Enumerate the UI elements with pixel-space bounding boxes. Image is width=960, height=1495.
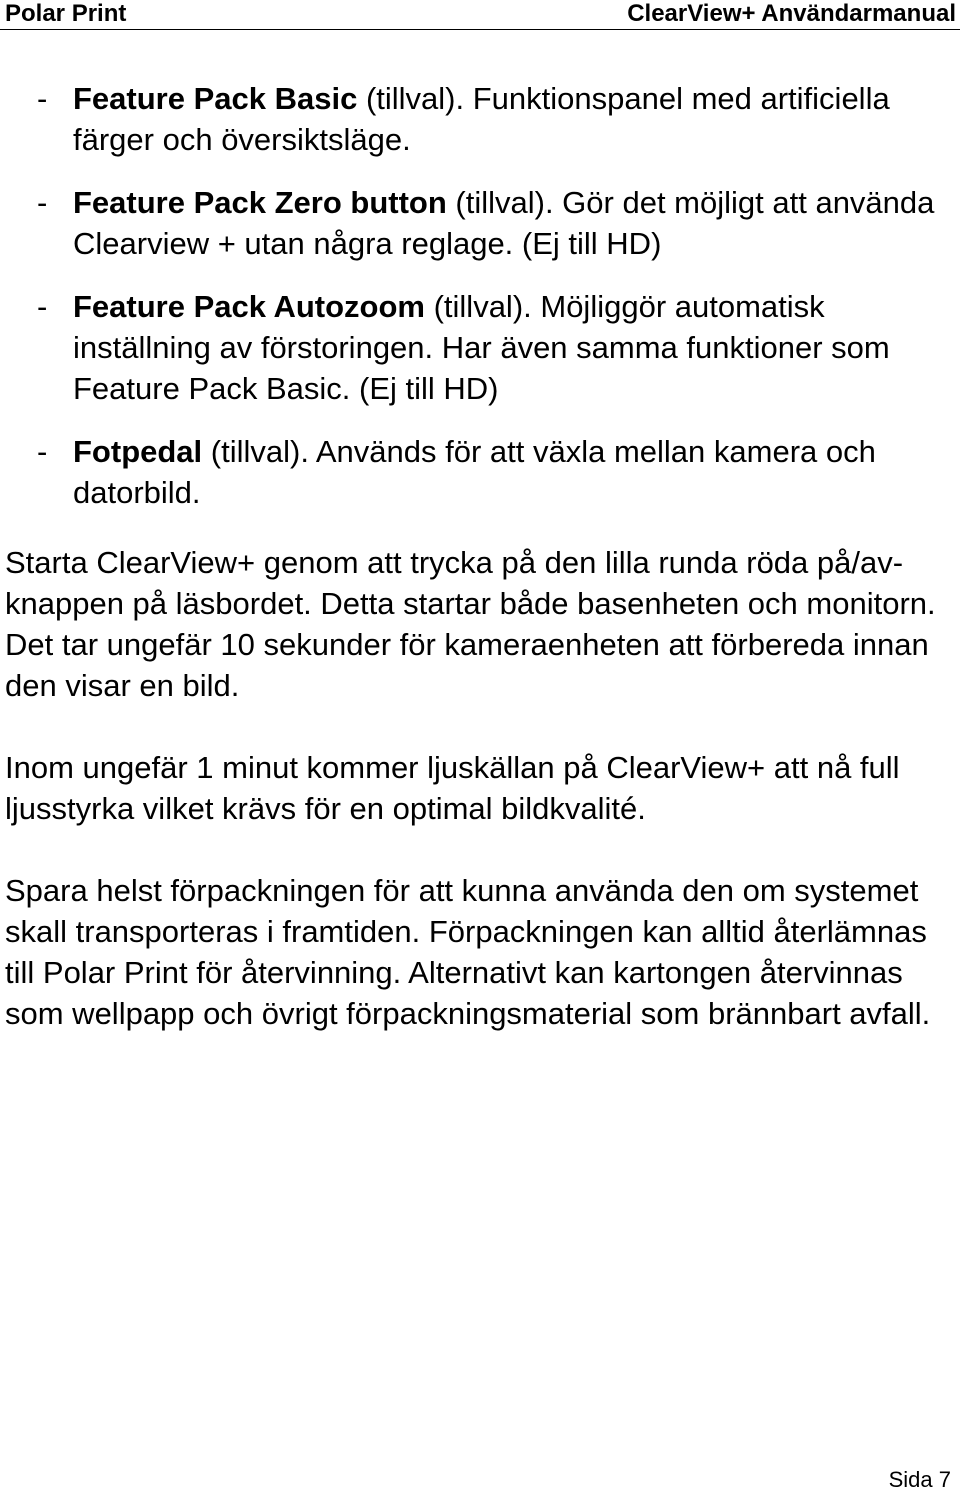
page-header	[0, 0, 960, 30]
feature-description: (tillval). Används för att växla mellan kamera och datorbild.	[73, 434, 876, 510]
feature-description: (tillval). Möjliggör automatisk inställning av förstoringen. Har även samma funktioner som Feature Pack Basic. (Ej till HD)	[73, 289, 890, 406]
list-dash: -	[37, 185, 48, 220]
list-item	[5, 78, 950, 160]
header-document-title: ClearView+ Användarmanual	[627, 0, 956, 27]
packaging-paragraph: Spara helst förpackningen för att kunna använda den om systemet skall transporteras i framtiden. Förpackningen kan alltid återlämnas till Polar Print för återvinning. Alternativt kan kartongen återvinnas som wellpapp och övrigt förpackningsmaterial som brännbart avfall.	[5, 873, 931, 1031]
list-item	[5, 182, 950, 264]
light-source-paragraph: Inom ungefär 1 minut kommer ljuskällan på ClearView+ att nå full ljusstyrka vilket krävs för en optimal bildkvalité.	[5, 750, 900, 826]
list-dash: -	[37, 81, 48, 116]
feature-name: Fotpedal	[73, 434, 203, 469]
list-item	[5, 286, 950, 409]
list-item	[5, 431, 950, 513]
startup-paragraph: Starta ClearView+ genom att trycka på den lilla runda röda på/av-knappen på läsbordet. Detta startar både basenheten och monitorn. Det tar ungefär 10 sekunder för kameraenheten att förbereda innan den visar en bild.	[5, 545, 936, 703]
feature-list	[5, 78, 950, 513]
page-number: Sida 7	[888, 1467, 951, 1492]
feature-name: Feature Pack Zero button	[73, 185, 447, 220]
header-company: Polar Print	[5, 0, 127, 27]
page-content	[5, 78, 950, 1075]
list-dash: -	[37, 289, 48, 324]
feature-description: (tillval). Funktionspanel med artificiella färger och översiktsläge.	[73, 81, 890, 157]
list-dash: -	[37, 434, 48, 469]
feature-name: Feature Pack Autozoom	[73, 289, 425, 324]
feature-description: (tillval). Gör det möjligt att använda Clearview + utan några reglage. (Ej till HD)	[73, 185, 935, 261]
feature-name: Feature Pack Basic	[73, 81, 358, 116]
